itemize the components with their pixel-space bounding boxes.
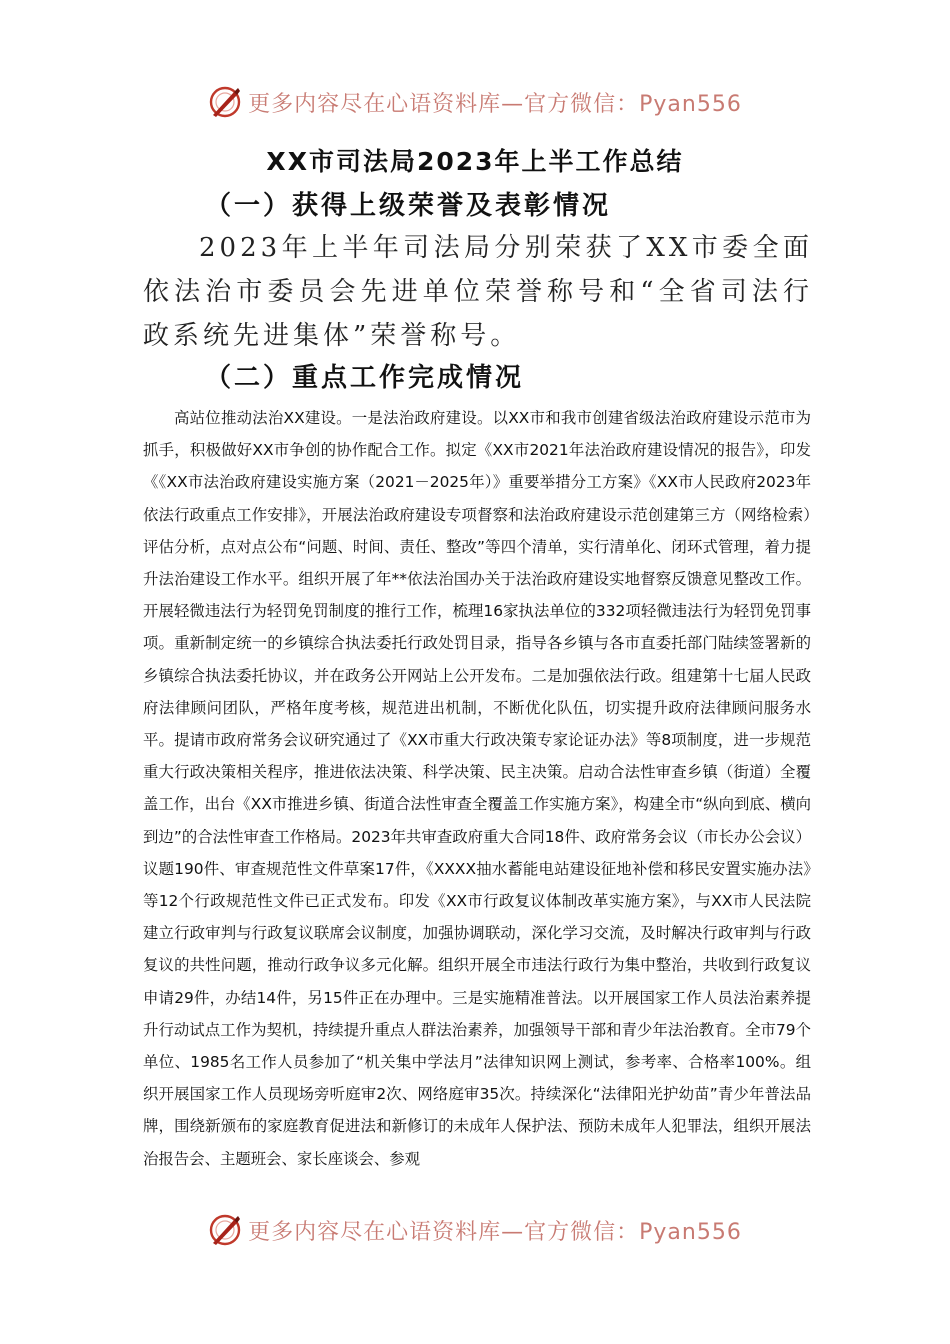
honors-paragraph: 2023年上半年司法局分别荣获了XX市委全面依法治市委员会先进单位荣誉称号和“全省司法行政系统先进集体”荣誉称号。	[143, 233, 813, 351]
section-heading-honors: （一）获得上级荣誉及表彰情况	[205, 191, 612, 221]
watermark-bottom	[0, 1210, 950, 1250]
pen-logo-icon	[208, 1213, 242, 1247]
document-title: XX市司法局2023年上半工作总结	[266, 147, 684, 176]
section-heading-key-work: （二）重点工作完成情况	[205, 363, 525, 393]
watermark-text: 更多内容尽在心语资料库—官方微信：Pyan556	[248, 1219, 742, 1245]
watermark-top	[0, 82, 950, 122]
key-work-paragraph: 高站位推动法治XX建设。一是法治政府建设。以XX市和我市创建省级法治政府建设示范市为抓手，积极做好XX市争创的协作配合工作。拟定《XX市2021年法治政府建设情况的报告》，印发《《XX市法治政府建设实施方案（2021－2025年）》重要举措分工方案》《XX市人民政府2023年依法行政重点工作安排》，开展法治政府建设专项督察和法治政府建设示范创建第三方（网络检索）评估分析，点对点公布“问题、时间、责任、整改”等四个清单，实行清单化、闭环式管理，着力提升法治建设工作水平。组织开展了年**依法治国办关于法治政府建设实地督察反馈意见整改工作。开展轻微违法行为轻罚免罚制度的推行工作，梳理16家执法单位的332项轻微违法行为轻罚免罚事项。重新制定统一的乡镇综合执法委托行政处罚目录，指导各乡镇与各市直委托部门陆续签署新的乡镇综合执法委托协议，并在政务公开网站上公开发布。二是加强依法行政。组建第十七届人民政府法律顾问团队，严格年度考核，规范进出机制，不断优化队伍，切实提升政府法律顾问服务水平。提请市政府常务会议研究通过了《XX市重大行政决策专家论证办法》等8项制度，进一步规范重大行政决策相关程序，推进依法决策、科学决策、民主决策。启动合法性审查乡镇（街道）全覆盖工作，出台《XX市推进乡镇、街道合法性审查全覆盖工作实施方案》，构建全市“纵向到底、横向到边”的合法性审查工作格局。2023年共审查政府重大合同18件、政府常务会议（市长办公会议）议题190件、审查规范性文件草案17件，《XXXX抽水蓄能电站建设征地补偿和移民安置实施办法》等12个行政规范性文件已正式发布。印发《XX市行政复议体制改革实施方案》，与XX市人民法院建立行政审判与行政复议联席会议制度，加强协调联动，深化学习交流，及时解决行政审判与行政复议的共性问题，推动行政争议多元化解。组织开展全市违法行政行为集中整治，共收到行政复议申请29件，办结14件，另15件正在办理中。三是实施精准普法。以开展国家工作人员法治素养提升行动试点工作为契机，持续提升重点人群法治素养，加强领导干部和青少年法治教育。全市79个单位、1985名工作人员参加了“机关集中学法月”法律知识网上测试，参考率、合格率100%。组织开展国家工作人员现场旁听庭审2次、网络庭审35次。持续深化“法律阳光护幼苗”青少年普法品牌，围绕新颁布的家庭教育促进法和新修订的未成年人保护法、预防未成年人犯罪法，组织开展法治报告会、主题班会、家长座谈会、参观	[143, 409, 811, 1168]
watermark-text: 更多内容尽在心语资料库—官方微信：Pyan556	[248, 91, 742, 117]
pen-logo-icon	[208, 85, 242, 119]
